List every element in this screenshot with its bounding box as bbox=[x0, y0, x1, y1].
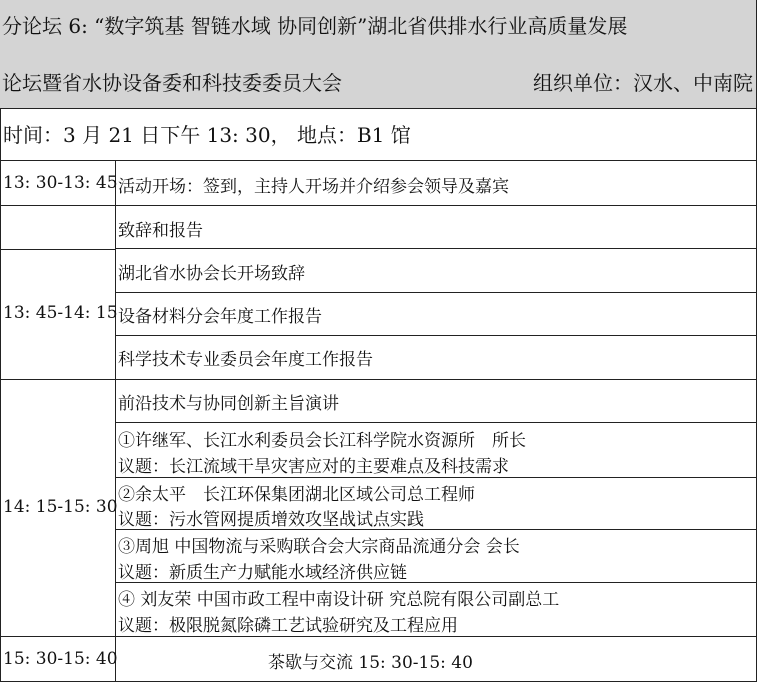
topic-line: 议题：长江流域干旱灾害应对的主要难点及科技需求 bbox=[118, 457, 509, 477]
divider bbox=[115, 248, 757, 249]
header-row-1 bbox=[0, 0, 757, 56]
divider bbox=[115, 422, 757, 423]
divider bbox=[756, 0, 757, 682]
forum-title-line1: 分论坛 6: “数字筑基 智链水域 协同创新”湖北省供排水行业高质量发展 bbox=[2, 14, 628, 38]
topic-line: 议题：污水管网提质增效攻坚战试点实践 bbox=[118, 510, 424, 530]
time-slot: 15: 30-15: 40 bbox=[3, 649, 118, 669]
speaker-line: ②余太平 长江环保集团湖北区域公司总工程师 bbox=[118, 485, 475, 505]
speaker-line: ①许继军、长江水利委员会长江科学院水资源所 所长 bbox=[118, 431, 526, 451]
speaker-line: ④ 刘友荣 中国市政工程中南设计研 究总院有限公司副总工 bbox=[118, 590, 560, 610]
topic-line: 议题：新质生产力赋能水域经济供应链 bbox=[118, 563, 407, 583]
topic-line: 议题：极限脱氮除磷工艺试验研究及工程应用 bbox=[118, 616, 458, 636]
divider bbox=[0, 205, 757, 206]
organizer-label: 组织单位：汉水、中南院 bbox=[533, 71, 753, 95]
time-location-info: 时间：3 月 21 日下午 13: 30， 地点：B1 馆 bbox=[3, 123, 411, 147]
divider bbox=[115, 160, 116, 682]
divider bbox=[0, 379, 757, 380]
session-item: 前沿技术与协同创新主旨演讲 bbox=[118, 394, 339, 414]
speaker-line: ③周旭 中国物流与采购联合会大宗商品流通分会 会长 bbox=[118, 537, 520, 557]
session-item: 湖北省水协会长开场致辞 bbox=[118, 264, 305, 284]
session-item: 致辞和报告 bbox=[118, 221, 203, 241]
session-item: 茶歇与交流 15: 30-15: 40 bbox=[268, 653, 473, 673]
divider bbox=[115, 477, 757, 478]
divider bbox=[0, 636, 757, 637]
forum-title-line2: 论坛暨省水协设备委和科技委委员大会 bbox=[2, 71, 342, 95]
header-row-2 bbox=[0, 56, 757, 108]
divider bbox=[0, 681, 757, 682]
time-slot: 14: 15-15: 30 bbox=[3, 497, 118, 517]
time-slot: 13: 30-13: 45 bbox=[3, 173, 118, 193]
divider bbox=[0, 249, 115, 250]
time-slot: 13: 45-14: 15 bbox=[3, 303, 118, 323]
divider bbox=[115, 292, 757, 293]
session-item: 设备材料分会年度工作报告 bbox=[118, 307, 322, 327]
session-item: 科学技术专业委员会年度工作报告 bbox=[118, 350, 373, 370]
session-item: 活动开场：签到，主持人开场并介绍参会领导及嘉宾 bbox=[118, 177, 509, 197]
divider bbox=[0, 160, 757, 161]
divider bbox=[115, 335, 757, 336]
divider bbox=[0, 108, 1, 682]
divider bbox=[0, 108, 757, 109]
